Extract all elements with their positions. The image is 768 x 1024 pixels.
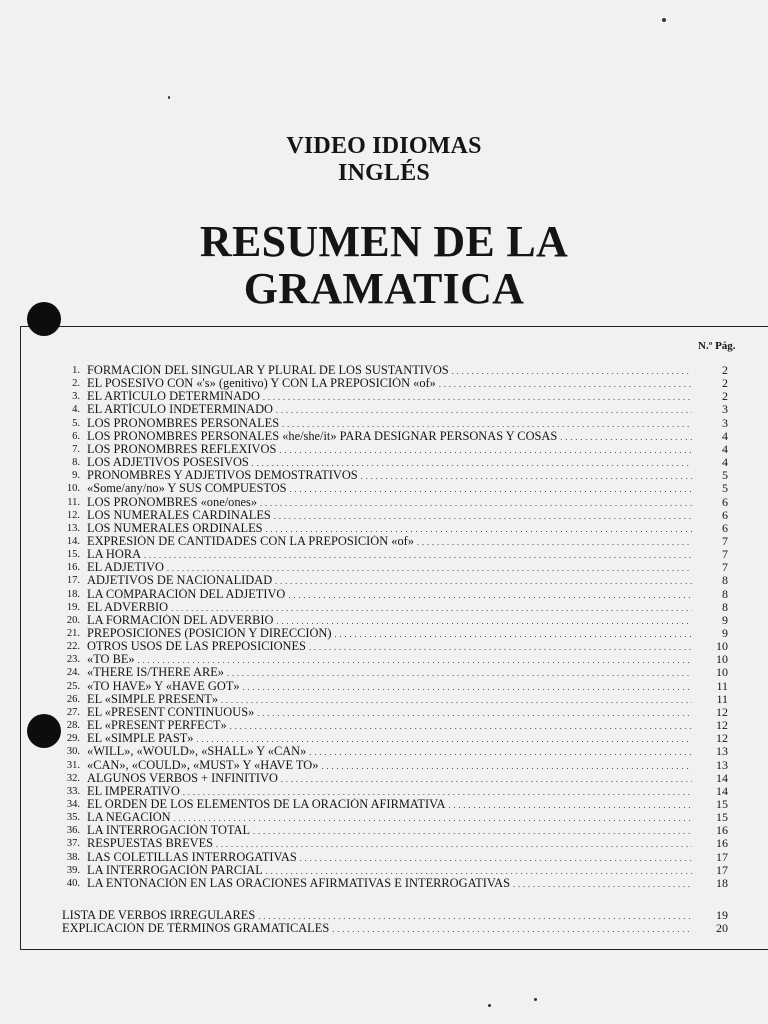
toc-entry-page: 2 [722,389,728,404]
toc-entry [58,443,728,456]
toc-entry-leader [87,759,692,772]
toc-entry-leader [87,614,692,627]
toc-entry-page: 5 [722,468,728,483]
toc-entry-number: 6. [72,430,80,442]
toc-entry-title: LOS ADJETIVOS POSESIVOS [87,456,249,470]
toc-entry-leader [87,430,692,443]
dot-leader [275,575,692,587]
toc-entry-page: 8 [722,586,728,601]
toc-entry-title: LOS PRONOMBRES PERSONALES «he/she/it» PARA DESIGNAR PERSONAS Y COSAS [87,429,558,443]
toc-entry-leader [87,719,692,732]
toc-entry-number: 9. [72,470,80,482]
dot-leader [276,404,692,416]
punch-hole-middle [27,714,61,748]
dot-leader [300,852,692,864]
toc-entry-number: 23. [66,654,80,666]
toc-entry-page: 17 [716,849,728,864]
toc-entry-page: 3 [722,402,728,417]
toc-entry-page: 15 [716,810,728,825]
toc-entry [58,877,728,890]
dot-leader [171,602,692,614]
toc-entry-leader [87,482,692,495]
toc-entry-leader [87,837,692,850]
dot-leader [197,733,693,745]
toc-entry-leader [87,772,692,785]
toc-appendix-page: 20 [716,921,728,935]
dot-leader [513,878,692,890]
toc-entry-page: 10 [716,652,728,667]
toc-entry-title: LA INTERROGACIÓN TOTAL [87,824,251,838]
toc-entry [58,561,728,574]
toc-entry-number: 17. [66,575,80,587]
toc-entry [58,390,728,403]
dot-leader [560,431,692,443]
toc-entry [58,640,728,653]
toc-entry-title: LA COMPARACIÓN DEL ADJETIVO [87,587,286,601]
toc-appendix-page: 19 [716,908,728,922]
toc-entry-leader [87,403,692,416]
toc-entry-leader [87,469,692,482]
toc-entry-title: LA NEGACIÓN [87,811,171,825]
toc-entry-number: 33. [66,785,80,797]
toc-entry-leader [87,535,692,548]
toc-entry-page: 11 [716,691,728,706]
toc-entry-leader [87,390,692,403]
toc-entry-title: «TO HAVE» Y «HAVE GOT» [87,679,240,693]
toc-entry [58,706,728,719]
dot-leader [258,910,692,922]
toc-entry-page: 12 [716,731,728,746]
dot-leader [279,444,692,456]
dot-leader [281,773,692,785]
toc-entry-number: 4. [72,404,80,416]
dot-leader [260,497,692,509]
dot-leader [144,549,692,561]
toc-entry-leader [87,377,692,390]
toc-entry-title: LA FORMACIÓN DEL ADVERBIO [87,613,274,627]
toc-entry [58,482,728,495]
toc-entry-number: 27. [66,706,80,718]
course-name: VIDEO IDIOMAS [286,133,482,159]
toc-entry-page: 5 [722,481,728,496]
toc-entry [58,548,728,561]
dot-leader [257,707,692,719]
dot-leader [332,923,692,935]
toc-entry-number: 21. [66,628,80,639]
toc-entry-leader [87,798,692,811]
paper-speck [534,998,537,1001]
toc-entry-title: EL POSESIVO CON «'s» (genitivo) Y CON LA PREPOSICIÓN «of» [87,377,436,391]
dot-leader [288,589,692,601]
toc-entry [58,824,728,837]
toc-entry-title: «WILL», «WOULD», «SHALL» Y «CAN» [87,745,307,759]
toc-entry-leader [62,922,692,935]
paper-speck [488,1004,491,1007]
dot-leader [263,391,692,403]
toc-entry [58,588,728,601]
toc-entry [58,614,728,627]
toc-appendix-entry [58,922,728,935]
toc-entry-title: «THERE IS/THERE ARE» [87,666,224,680]
toc-entry-page: 7 [722,560,728,575]
dot-leader [439,378,692,390]
toc-entry-number: 39. [66,864,80,876]
toc-entry-title: EL «PRESENT CONTINUOUS» [87,705,255,719]
toc-entry-page: 2 [722,376,728,391]
toc-entry [58,693,728,706]
paper-speck [662,18,666,22]
toc-entry-page: 6 [722,507,728,522]
toc-entry-page: 10 [716,665,728,680]
document-title-line1: RESUMEN DE LA [199,217,569,266]
toc-entry-leader [87,417,692,430]
dot-leader [183,786,692,798]
dot-leader [227,667,692,679]
toc-entry-page: 13 [716,744,728,759]
toc-entry-page: 15 [716,796,728,811]
toc-entry [58,574,728,587]
toc-entry-leader [87,364,692,377]
toc-entry-number: 29. [66,733,80,745]
toc-entry-page: 11 [716,678,728,693]
dot-leader [253,825,692,837]
toc-entry-page: 14 [716,783,728,798]
toc-entry-number: 31. [66,759,80,771]
toc-entry-title: LOS PRONOMBRES PERSONALES [87,416,280,430]
toc-entry-title: ALGUNOS VERBOS + INFINITIVO [87,771,278,785]
toc-entry-number: 28. [66,720,80,732]
toc-entry-leader [87,864,692,877]
toc-entry-page: 4 [722,428,728,443]
toc-entry-leader [87,877,692,890]
toc-entry-leader [62,909,692,922]
toc-entry-title: LOS NUMERALES ORDINALES [87,521,263,535]
toc-entry-page: 8 [722,573,728,588]
toc-entry-page: 4 [722,455,728,470]
toc-entry [58,864,728,877]
toc-entry-page: 17 [716,862,728,877]
toc-entry-page: 7 [722,533,728,548]
toc-entry-leader [87,666,692,679]
toc-entry-title: EL «SIMPLE PRESENT» [87,692,219,706]
toc-entry [58,666,728,679]
toc-entry-number: 35. [66,812,80,824]
toc-entry-leader [87,548,692,561]
toc-entry [58,601,728,614]
toc-entry-number: 2. [72,378,80,390]
toc-entry-number: 38. [66,851,80,863]
toc-entry [58,496,728,509]
toc-entry-number: 5. [72,417,80,429]
dot-leader [266,523,692,535]
toc-appendix-title: EXPLICACIÓN DE TÉRMINOS GRAMATICALES [62,922,330,935]
toc-entry-leader [87,745,692,758]
toc-entry-leader [87,785,692,798]
dot-leader [290,483,692,495]
toc-entry-number: 19. [66,601,80,613]
toc-entry-title: «TO BE» [87,653,135,667]
toc-entry-number: 34. [66,798,80,810]
toc-entry-title: ADJETIVOS DE NACIONALIDAD [87,574,273,588]
dot-leader [216,838,692,850]
toc-entry-page: 4 [722,441,728,456]
toc-entry-page: 12 [716,718,728,733]
toc-entry-title: LOS PRONOMBRES «one/ones» [87,495,258,509]
dot-leader [167,562,692,574]
toc-entry [58,851,728,864]
toc-entry-number: 24. [66,667,80,679]
toc-entry-leader [87,706,692,719]
dot-leader [309,746,692,758]
toc-entry [58,680,728,693]
toc-entry-title: EL ARTÍCULO DETERMINADO [87,390,260,404]
toc-entry-title: OTROS USOS DE LAS PREPOSICIONES [87,640,306,654]
toc-entry-page: 16 [716,823,728,838]
toc-appendix-entry [58,909,728,922]
toc-entry-title: PREPOSICIONES (POSICIÓN Y DIRECCIÓN) [87,627,332,640]
toc-entry-number: 11. [67,496,80,508]
dot-leader [321,760,692,772]
toc-entry [58,772,728,785]
punch-hole-top [27,302,61,336]
toc-entry [58,364,728,377]
toc-entry-leader [87,627,692,640]
toc-entry-leader [87,601,692,614]
toc-entry-page: 3 [722,415,728,430]
dot-leader [448,799,692,811]
dot-leader [266,865,692,877]
toc-entry-title: LOS NUMERALES CARDINALES [87,508,271,522]
toc-entry-number: 1. [72,365,80,376]
toc-entry-number: 22. [66,641,80,653]
toc-entry-page: 18 [716,875,728,890]
toc-appendix-title: LISTA DE VERBOS IRREGULARES [62,909,256,922]
toc-entry-number: 3. [72,391,80,403]
toc-entry-page: 13 [716,757,728,772]
toc-entry-title: EL ORDEN DE LOS ELEMENTOS DE LA ORACIÓN AFIRMATIVA [87,797,446,811]
toc-entry-number: 32. [66,772,80,784]
toc-entry [58,417,728,430]
toc-entry-title: EXPRESIÓN DE CANTIDADES CON LA PREPOSICIÓN «of» [87,534,414,548]
toc-entry-number: 36. [66,825,80,837]
toc-entry-page: 8 [722,599,728,614]
toc-entry-page: 6 [722,520,728,535]
toc-entry-title: «Some/any/no» Y SUS COMPUESTOS [87,482,287,496]
toc-entry [58,403,728,416]
toc-entry-number: 18. [66,588,80,600]
toc-entry-title: EL ARTÍCULO INDETERMINADO [87,403,274,417]
toc-entry [58,430,728,443]
toc-entry-number: 30. [66,746,80,758]
toc-entry-leader [87,443,692,456]
toc-entry-leader [87,509,692,522]
toc-entry-page: 9 [722,612,728,627]
dot-leader [452,365,692,377]
toc-entry-page: 6 [722,494,728,509]
toc-entry-leader [87,851,692,864]
toc-entry [58,745,728,758]
dot-leader [243,681,692,693]
toc-entry [58,377,728,390]
dot-leader [274,510,692,522]
toc-entry-number: 15. [66,549,80,561]
toc-entry-title: «CAN», «COULD», «MUST» Y «HAVE TO» [87,758,319,772]
toc-entry-leader [87,588,692,601]
dot-leader [417,536,692,548]
dot-leader [361,470,692,482]
toc-entry-title: EL ADVERBIO [87,600,169,614]
toc-entry [58,456,728,469]
toc-entry [58,719,728,732]
toc-entry-number: 40. [66,877,80,889]
toc-entry-title: RESPUESTAS BREVES [87,837,214,851]
toc-entry [58,469,728,482]
toc-entry-page: 9 [722,626,728,640]
toc-entry-title: PRONOMBRES Y ADJETIVOS DEMOSTRATIVOS [87,469,358,483]
toc-entry-number: 14. [66,535,80,547]
toc-entry-number: 8. [72,457,80,469]
dot-leader [174,812,692,824]
toc-entry-page: 2 [722,363,728,377]
toc-entry-leader [87,522,692,535]
toc-entry-number: 10. [66,483,80,495]
toc-entry [58,535,728,548]
toc-entry [58,811,728,824]
course-language: INGLÉS [338,160,430,186]
toc-entry-number: 16. [66,562,80,574]
toc-entry-number: 20. [66,614,80,626]
toc-entry-leader [87,561,692,574]
toc-entry-number: 25. [66,680,80,692]
toc-entry-page: 12 [716,704,728,719]
toc-entry-title: EL «SIMPLE PAST» [87,732,194,746]
dot-leader [309,641,692,653]
toc-entry-leader [87,653,692,666]
toc-entry [58,785,728,798]
toc-entry-title: LA HORA [87,548,142,562]
paper-speck [168,96,170,99]
dot-leader [221,694,692,706]
toc-entry-page: 14 [716,770,728,785]
toc-entry [58,732,728,745]
toc-entry-number: 7. [72,443,80,455]
document-title-line2: GRAMATICA [243,264,525,313]
toc-entry-leader [87,640,692,653]
toc-entry [58,522,728,535]
toc-entry [58,798,728,811]
toc-entry-number: 13. [66,522,80,534]
dot-leader [138,654,692,666]
toc-entry-title: LOS PRONOMBRES REFLEXIVOS [87,442,277,456]
toc-entry-leader [87,824,692,837]
toc-entry-leader [87,456,692,469]
dot-leader [276,615,692,627]
toc-entry-leader [87,732,692,745]
toc-entry-number: 37. [66,838,80,850]
toc-entry-title: LA INTERROGACIÓN PARCIAL [87,863,263,877]
toc-entry [58,627,728,640]
toc-entry-leader [87,811,692,824]
toc-entry-page: 10 [716,639,728,654]
toc-entry-title: LAS COLETILLAS INTERROGATIVAS [87,850,297,864]
toc-entry-title: EL ADJETIVO [87,561,164,575]
toc-entry-page: 16 [716,836,728,851]
toc-entry-number: 26. [66,693,80,705]
toc-entry [58,759,728,772]
toc-entry-title: LA ENTONACIÓN EN LAS ORACIONES AFIRMATIVAS E INTERROGATIVAS [87,876,511,890]
toc-entry [58,653,728,666]
toc-entry [58,837,728,850]
toc-entry-title: EL «PRESENT PERFECT» [87,719,227,733]
toc-entry-title: EL IMPERATIVO [87,784,180,798]
toc-entry-page: 7 [722,547,728,562]
toc-entry-leader [87,574,692,587]
dot-leader [252,457,692,469]
dot-leader [282,418,692,430]
toc-entry [58,509,728,522]
toc-entry-title: FORMACIÓN DEL SINGULAR Y PLURAL DE LOS SUSTANTIVOS [87,364,449,377]
toc-entry-leader [87,693,692,706]
toc-entry-leader [87,496,692,509]
dot-leader [230,720,692,732]
toc-entry-leader [87,680,692,693]
dot-leader [335,628,692,640]
toc-entry-number: 12. [66,509,80,521]
page-number-column-header: N.º Pág. [698,340,736,352]
